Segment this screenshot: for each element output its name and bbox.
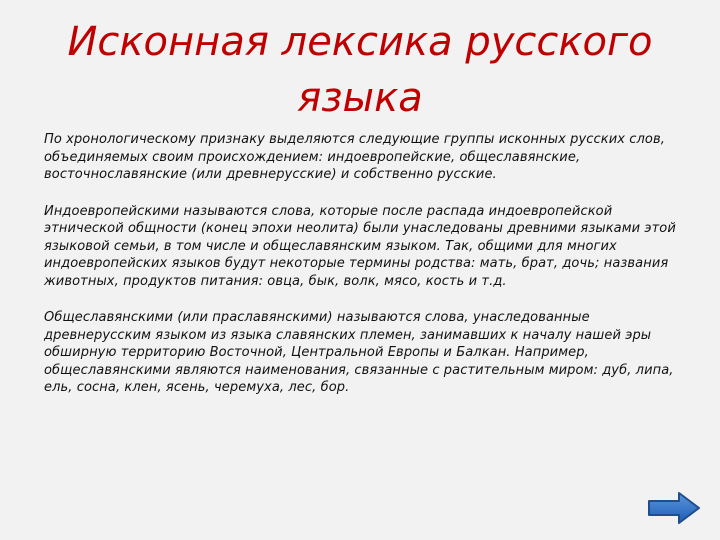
next-slide-button[interactable] — [646, 490, 702, 526]
paragraph-indo-european: Индоевропейскими называются слова, которые после распада индоевропейской этнической общности (конец эпохи неолита) были унаследованы древними языками этой языковой семьи, в том числе и общеславянским языком. Так, общими для многих индоевропейских языков будут некоторые термины родства: мать, брат, дочь; названия животных, продуктов питания: овца, бык, волк, мясо, кость и т.д. — [44, 203, 676, 289]
slide-body — [44, 131, 684, 416]
paragraph-common-slavic: Общеславянскими (или праславянскими) называются слова, унаследованные древнерусским языком из языка славянских племен, занимавших к началу нашей эры обширную территорию Восточной, Центральной Европы и Балкан. Например, общеславянскими являются наименования, связанные с растительным миром: дуб, липа, ель, сосна, клен, ясень, черемуха, лес, бор. — [44, 310, 674, 395]
arrow-right-icon — [646, 490, 702, 526]
slide-title: Исконная лексика русского языка — [67, 19, 653, 121]
paragraph-intro: По хронологическому признаку выделяются следующие группы исконных русских слов, объединяемых своим происхождением: индоевропейские, общеславянские, восточнославянские (или древнерусские) и собственно русские. — [44, 132, 665, 182]
